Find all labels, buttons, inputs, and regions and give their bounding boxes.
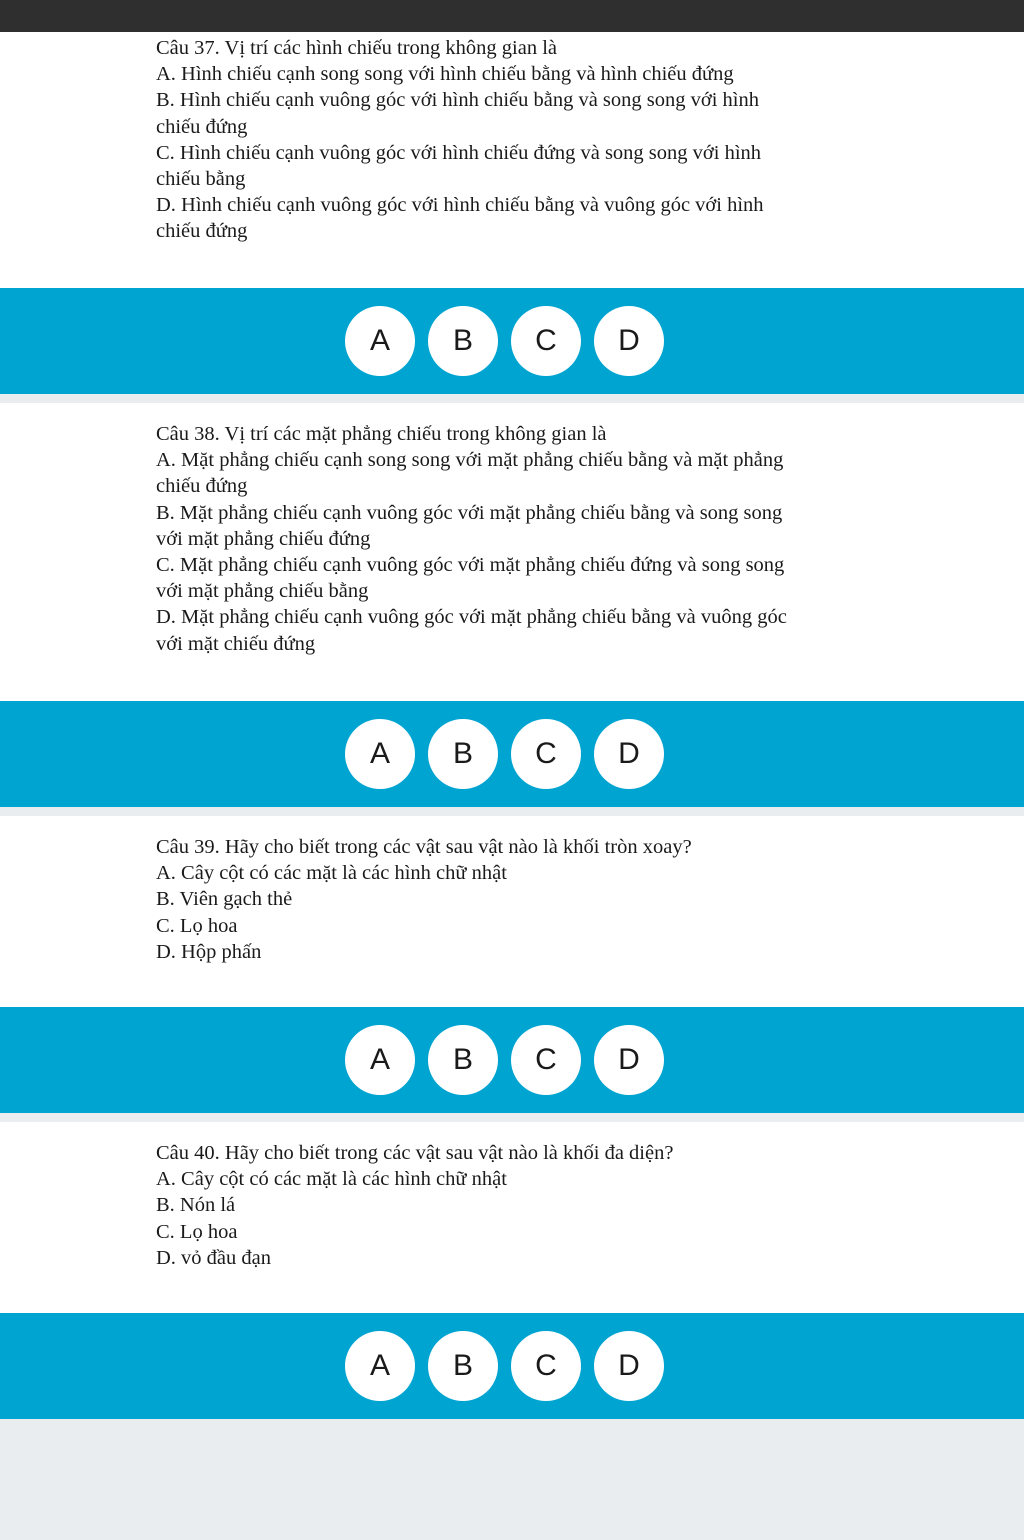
choice-b-button[interactable]: B: [428, 1331, 498, 1401]
choice-d-button[interactable]: D: [594, 719, 664, 789]
separator: [0, 807, 1024, 816]
option-line: với mặt chiếu đứng: [156, 632, 316, 655]
question-line: Câu 40. Hãy cho biết trong các vật sau vật nào là khối đa diện?: [156, 1142, 674, 1164]
option-line: A. Mặt phẳng chiếu cạnh song song với mặt phẳng chiếu bằng và mặt phẳng: [156, 449, 784, 472]
question-text: [156, 1140, 876, 1271]
choice-d-button[interactable]: D: [594, 1331, 664, 1401]
option-line: A. Hình chiếu cạnh song song với hình chiếu bằng và hình chiếu đứng: [156, 63, 734, 86]
option-line: B. Viên gạch thẻ: [156, 888, 293, 911]
choice-c-button[interactable]: C: [511, 306, 581, 376]
answer-bar-37: [0, 288, 1024, 394]
question-line: Câu 38. Vị trí các mặt phẳng chiếu trong không gian là: [156, 423, 607, 445]
option-line: chiếu đứng: [156, 115, 248, 138]
option-line: B. Mặt phẳng chiếu cạnh vuông góc với mặt phẳng chiếu bằng và song song: [156, 501, 783, 524]
option-line: B. Hình chiếu cạnh vuông góc với hình chiếu bằng và song song với hình: [156, 89, 759, 112]
option-line: C. Mặt phẳng chiếu cạnh vuông góc với mặt phẳng chiếu đứng và song song: [156, 554, 785, 577]
option-line: D. Hình chiếu cạnh vuông góc với hình chiếu bằng và vuông góc với hình: [156, 194, 764, 217]
answer-bar-39: [0, 1007, 1024, 1113]
question-card-37: [0, 32, 1024, 288]
choice-d-button[interactable]: D: [594, 1025, 664, 1095]
answer-bar-40: [0, 1313, 1024, 1419]
option-line: C. Lọ hoa: [156, 914, 238, 937]
option-line: C. Lọ hoa: [156, 1220, 238, 1243]
choice-c-button[interactable]: C: [511, 719, 581, 789]
choice-a-button[interactable]: A: [345, 306, 415, 376]
option-line: D. Hộp phấn: [156, 940, 262, 963]
option-line: D. vỏ đầu đạn: [156, 1246, 272, 1269]
choice-c-button[interactable]: C: [511, 1331, 581, 1401]
question-card-40: [0, 1122, 1024, 1313]
question-text: [156, 421, 876, 657]
separator: [0, 394, 1024, 403]
choice-c-button[interactable]: C: [511, 1025, 581, 1095]
choice-b-button[interactable]: B: [428, 1025, 498, 1095]
choice-a-button[interactable]: A: [345, 1331, 415, 1401]
option-line: chiếu đứng: [156, 220, 248, 243]
choice-a-button[interactable]: A: [345, 1025, 415, 1095]
question-text: [156, 35, 876, 245]
choice-a-button[interactable]: A: [345, 719, 415, 789]
choice-b-button[interactable]: B: [428, 306, 498, 376]
option-line: B. Nón lá: [156, 1194, 236, 1217]
question-card-39: [0, 816, 1024, 1007]
option-line: chiếu đứng: [156, 475, 248, 498]
separator: [0, 1113, 1024, 1122]
option-line: D. Mặt phẳng chiếu cạnh vuông góc với mặt phẳng chiếu bằng và vuông góc: [156, 606, 787, 629]
question-line: Câu 37. Vị trí các hình chiếu trong không gian là: [156, 37, 557, 59]
option-line: với mặt phẳng chiếu bằng: [156, 580, 369, 603]
choice-b-button[interactable]: B: [428, 719, 498, 789]
status-bar: [0, 0, 1024, 32]
option-line: chiếu bằng: [156, 168, 246, 191]
question-card-38: [0, 403, 1024, 701]
option-line: A. Cây cột có các mặt là các hình chữ nhật: [156, 1168, 507, 1191]
option-line: A. Cây cột có các mặt là các hình chữ nhật: [156, 862, 507, 885]
option-line: với mặt phẳng chiếu đứng: [156, 527, 371, 550]
choice-d-button[interactable]: D: [594, 306, 664, 376]
option-line: C. Hình chiếu cạnh vuông góc với hình chiếu đứng và song song với hình: [156, 141, 762, 164]
question-text: [156, 834, 876, 965]
answer-bar-38: [0, 701, 1024, 807]
question-line: Câu 39. Hãy cho biết trong các vật sau vật nào là khối tròn xoay?: [156, 836, 692, 858]
